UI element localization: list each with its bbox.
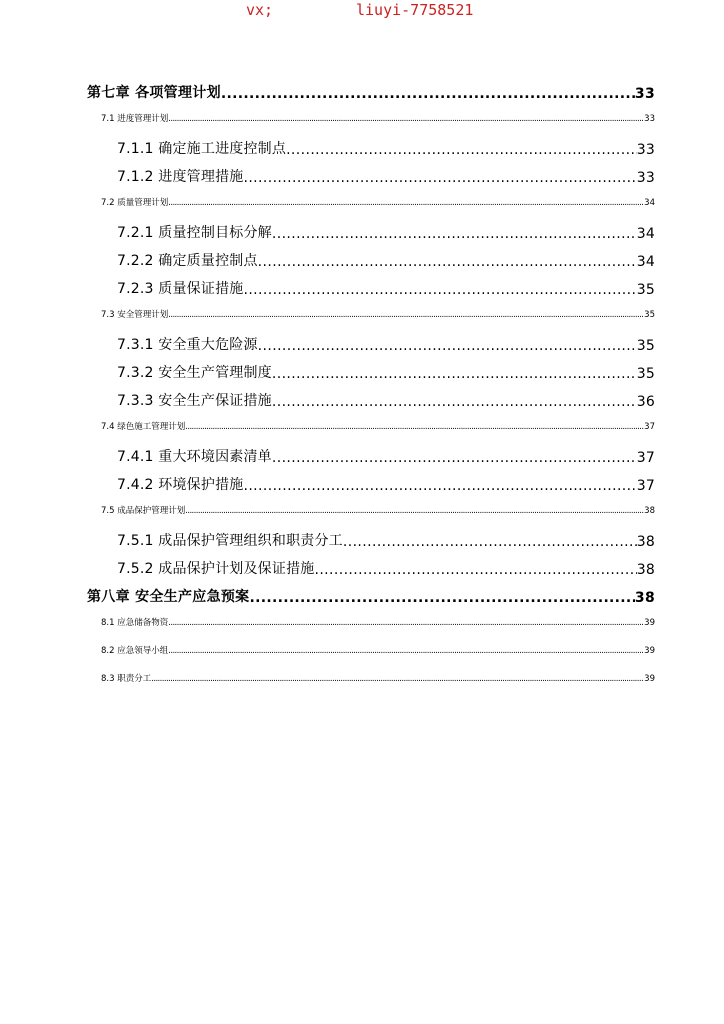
toc-page-number: 34 (636, 226, 655, 242)
toc-entry-title: 第八章 安全生产应急预案 (87, 589, 250, 605)
toc-page-number: 37 (636, 450, 655, 466)
toc-subsection-entry[interactable] (87, 550, 655, 578)
toc-entry-title: 7.2.3 质量保证措施 (117, 281, 244, 297)
toc-entry-title: 7.5.2 成品保护计划及保证措施 (117, 561, 315, 577)
toc-subsection-entry[interactable] (87, 270, 655, 298)
toc-page-number: 35 (636, 282, 655, 298)
toc-page-number: 39 (644, 618, 655, 628)
toc-entry-title: 7.5.1 成品保护管理组织和职责分工 (117, 533, 343, 549)
toc-entry-title: 7.3.2 安全生产管理制度 (117, 365, 272, 381)
toc-page-number: 35 (636, 366, 655, 382)
toc-subsection-entry[interactable] (87, 382, 655, 410)
header-contact-id: liuyi-7758521 (356, 1, 474, 19)
toc-page-number: 33 (636, 142, 655, 158)
toc-page-number: 33 (636, 170, 655, 186)
toc-entry-title: 7.2.2 确定质量控制点 (117, 253, 258, 269)
toc-leader-dots (185, 506, 644, 516)
toc-section-entry[interactable] (87, 494, 655, 522)
toc-leader-dots (243, 282, 636, 298)
toc-subsection-entry[interactable] (87, 466, 655, 494)
toc-leader-dots (243, 478, 636, 494)
toc-entry-title: 7.1 进度管理计划 (101, 114, 169, 124)
toc-leader-dots (243, 170, 636, 186)
toc-page-number: 35 (644, 310, 655, 320)
toc-entry-title: 7.2.1 质量控制目标分解 (117, 225, 272, 241)
toc-subsection-entry[interactable] (87, 242, 655, 270)
watermark-header (0, 0, 724, 24)
toc-page-number: 38 (644, 506, 655, 516)
toc-subsection-entry[interactable] (87, 158, 655, 186)
toc-leader-dots (258, 254, 637, 270)
toc-entry-title: 7.1.1 确定施工进度控制点 (117, 141, 287, 157)
toc-leader-dots (151, 674, 644, 684)
toc-subsection-entry[interactable] (87, 522, 655, 550)
toc-entry-title: 7.3.1 安全重大危险源 (117, 337, 258, 353)
toc-section-entry[interactable] (87, 186, 655, 214)
toc-subsection-entry[interactable] (87, 326, 655, 354)
toc-leader-dots (272, 450, 637, 466)
toc-leader-dots (314, 562, 636, 578)
toc-entry-title: 7.4 绿色施工管理计划 (101, 422, 186, 432)
toc-leader-dots (343, 534, 637, 550)
toc-entry-title: 7.1.2 进度管理措施 (117, 169, 244, 185)
toc-chapter-entry[interactable] (87, 74, 655, 102)
toc-leader-dots (272, 226, 637, 242)
toc-leader-dots (185, 422, 644, 432)
toc-leader-dots (168, 114, 644, 124)
toc-leader-dots (249, 590, 634, 606)
toc-entry-title: 第七章 各项管理计划 (87, 85, 221, 101)
toc-page-number: 37 (644, 422, 655, 432)
toc-entry-title: 7.4.2 环境保护措施 (117, 477, 244, 493)
toc-leader-dots (168, 310, 644, 320)
table-of-contents (87, 74, 655, 690)
toc-page-number: 38 (636, 534, 655, 550)
toc-section-entry[interactable] (87, 634, 655, 662)
toc-page-number: 38 (634, 590, 655, 606)
toc-page-number: 39 (644, 646, 655, 656)
toc-page-number: 35 (636, 338, 655, 354)
toc-subsection-entry[interactable] (87, 354, 655, 382)
toc-entry-title: 8.2 应急领导小组 (101, 646, 169, 656)
toc-leader-dots (272, 394, 637, 410)
toc-entry-title: 8.3 职责分工 (101, 674, 152, 684)
toc-page-number: 39 (644, 674, 655, 684)
toc-subsection-entry[interactable] (87, 438, 655, 466)
toc-page-number: 33 (644, 114, 655, 124)
toc-leader-dots (272, 366, 637, 382)
toc-entry-title: 7.5 成品保护管理计划 (101, 506, 186, 516)
toc-section-entry[interactable] (87, 606, 655, 634)
toc-section-entry[interactable] (87, 662, 655, 690)
toc-leader-dots (168, 198, 644, 208)
toc-page-number: 33 (634, 86, 655, 102)
header-contact-label: vx; (246, 1, 274, 19)
toc-leader-dots (168, 618, 644, 628)
toc-leader-dots (168, 646, 644, 656)
toc-chapter-entry[interactable] (87, 578, 655, 606)
toc-entry-title: 7.2 质量管理计划 (101, 198, 169, 208)
toc-entry-title: 7.3 安全管理计划 (101, 310, 169, 320)
toc-page-number: 34 (644, 198, 655, 208)
toc-section-entry[interactable] (87, 298, 655, 326)
toc-page-number: 38 (636, 562, 655, 578)
toc-page-number: 36 (636, 394, 655, 410)
toc-section-entry[interactable] (87, 102, 655, 130)
toc-leader-dots (221, 86, 635, 102)
toc-section-entry[interactable] (87, 410, 655, 438)
toc-leader-dots (286, 142, 637, 158)
toc-subsection-entry[interactable] (87, 130, 655, 158)
toc-page-number: 37 (636, 478, 655, 494)
toc-leader-dots (258, 338, 637, 354)
toc-page-number: 34 (636, 254, 655, 270)
toc-entry-title: 7.3.3 安全生产保证措施 (117, 393, 272, 409)
toc-entry-title: 7.4.1 重大环境因素清单 (117, 449, 272, 465)
toc-subsection-entry[interactable] (87, 214, 655, 242)
toc-entry-title: 8.1 应急储备物资 (101, 618, 169, 628)
